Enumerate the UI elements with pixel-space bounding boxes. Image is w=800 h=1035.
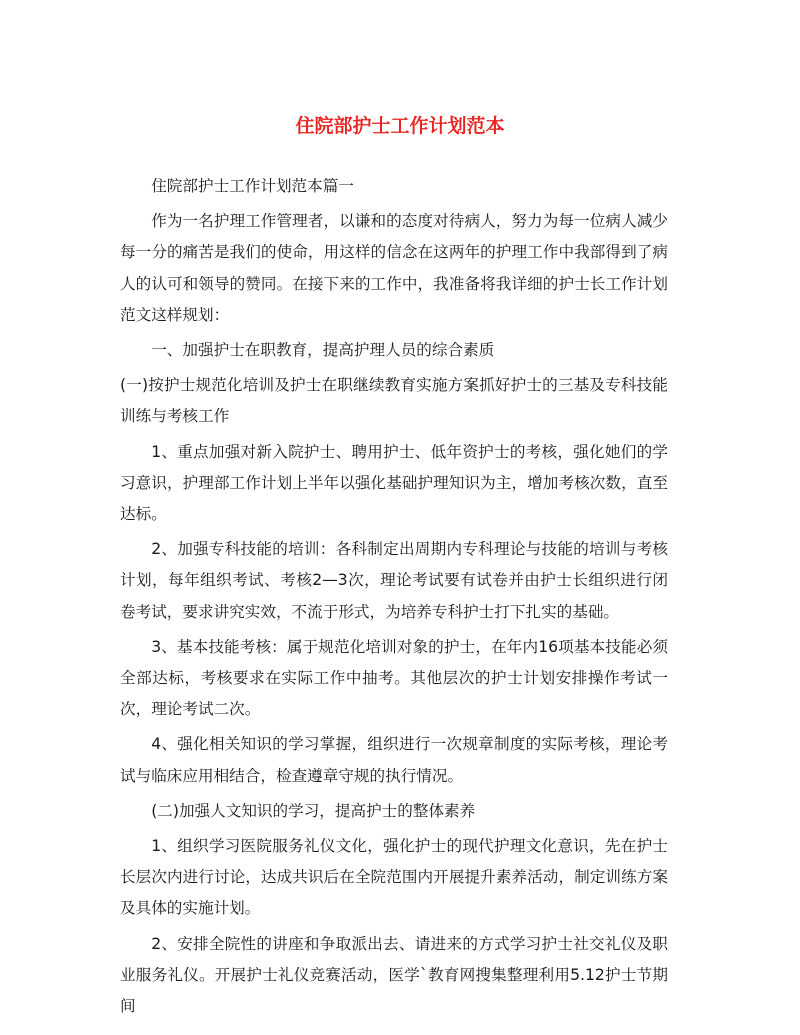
subsection-heading: (一)按护士规范化培训及护士在职继续教育实施方案抓好护士的三基及专科技能训练与考核工作	[120, 376, 668, 426]
intro-paragraph: 作为一名护理工作管理者，以谦和的态度对待病人，努力为每一位病人减少每一分的痛苦是我们的使命，用这样的信念在这两年的护理工作中我部得到了病人的认可和领导的赞同。在接下来的工作中，我准备将我详细的护士长工作计划范文这样规划：	[120, 212, 668, 324]
body-paragraph: 4、强化相关知识的学习掌握，组织进行一次规章制度的实际考核，理论考试与临床应用相结合，检查遵章守规的执行情况。	[120, 735, 668, 785]
body-paragraph: 2、安排全院性的讲座和争取派出去、请进来的方式学习护士社交礼仪及职业服务礼仪。开展护士礼仪竞赛活动，医学`教育网搜集整理利用5.12护士节期间	[120, 934, 668, 1016]
section-heading: 一、加强护士在职教育，提高护理人员的综合素质	[151, 341, 495, 360]
subsection-heading: (二)加强人文知识的学习，提高护士的整体素养	[151, 801, 476, 820]
body-paragraph: 1、组织学习医院服务礼仪文化，强化护士的现代护理文化意识，先在护士长层次内进行讨论，达成共识后在全院范围内开展提升素养活动，制定训练方案及具体的实施计划。	[120, 837, 668, 918]
body-paragraph: 2、加强专科技能的培训：各科制定出周期内专科理论与技能的培训与考核计划，每年组织考试、考核2—3次，理论考试要有试卷并由护士长组织进行闭卷考试，要求讲究实效，不流于形式，为培养专科护士打下扎实的基础。	[120, 540, 668, 621]
document-title: 住院部护士工作计划范本	[295, 115, 505, 137]
body-paragraph: 1、重点加强对新入院护士、聘用护士、低年资护士的考核，强化她们的学习意识，护理部工作计划上半年以强化基础护理知识为主，增加考核次数，直至达标。	[120, 442, 668, 524]
document-body	[120, 171, 668, 1026]
body-paragraph: 3、基本技能考核：属于规范化培训对象的护士，在年内16项基本技能必须全部达标，考核要求在实际工作中抽考。其他层次的护士计划安排操作考试一次，理论考试二次。	[120, 637, 668, 719]
section-heading: 住院部护士工作计划范本篇一	[151, 177, 354, 195]
